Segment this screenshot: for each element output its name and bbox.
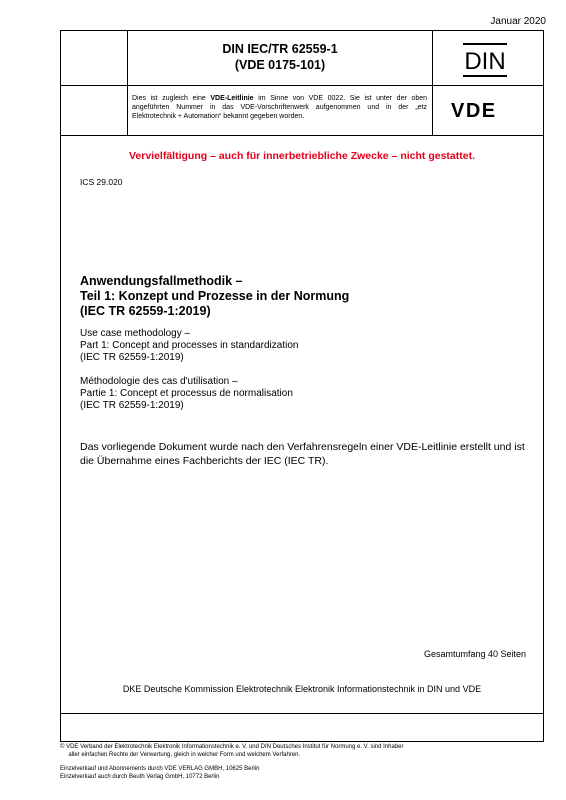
issue-date: Januar 2020	[490, 16, 546, 27]
total-pages: Gesamtumfang 40 Seiten	[423, 649, 526, 659]
din-logo	[461, 42, 509, 78]
divider	[60, 135, 544, 136]
vde-guideline-note: Dies ist zugleich eine VDE-Leitlinie im Sinne von VDE 0022. Sie ist unter der oben angeführten Nummer in das VDE-Vorschriftenwerk aufgenommen und in der „etz Elektrotechnik + Automation“ bekannt gegeben worden.	[132, 95, 427, 120]
ics-code: ICS 29.020	[80, 177, 123, 187]
divider	[127, 30, 128, 135]
english-title: Use case methodology – Part 1: Concept and processes in standardization (IEC TR 62559-1:2019)	[80, 328, 299, 363]
divider	[432, 30, 433, 135]
din-logo-text: DIN	[464, 48, 506, 75]
vde-logo: VDE	[451, 100, 497, 122]
divider	[60, 85, 544, 86]
reproduction-notice: Vervielfältigung – auch für innerbetriebliche Zwecke – nicht gestattet.	[128, 150, 475, 162]
dke-line: DKE Deutsche Kommission Elektrotechnik Elektronik Informationstechnik in DIN und VDE	[122, 684, 482, 694]
german-title: Anwendungsfallmethodik – Teil 1: Konzept und Prozesse in der Normung (IEC TR 62559-1:2019)	[80, 274, 350, 318]
distribution-info: Einzelverkauf und Abonnements durch VDE VERLAG GMBH, 10625 Berlin Einzelverkauf auch durch Beuth Verlag GmbH, 10772 Berlin	[60, 766, 260, 780]
divider	[60, 713, 544, 714]
vde-classification: (VDE 0175-101)	[234, 58, 326, 72]
adoption-notice: Das vorliegende Dokument wurde nach den Verfahrensregeln einer VDE-Leitlinie erstellt und ist die Übernahme eines Fachberichts der IEC (IEC TR).	[80, 441, 525, 467]
french-title: Méthodologie des cas d'utilisation – Partie 1: Concept et processus de normalisation (IEC TR 62559-1:2019)	[80, 376, 293, 411]
copyright-notice: © VDE Verband der Elektrotechnik Elektronik Informationstechnik e. V. und DIN Deutsches Institut für Normung e. V. sind Inhaber aller einfachen Rechte der Verwertung, gleich in welcher Form und welchem Verfahren.	[60, 744, 404, 758]
document-number: DIN IEC/TR 62559-1	[222, 42, 338, 56]
